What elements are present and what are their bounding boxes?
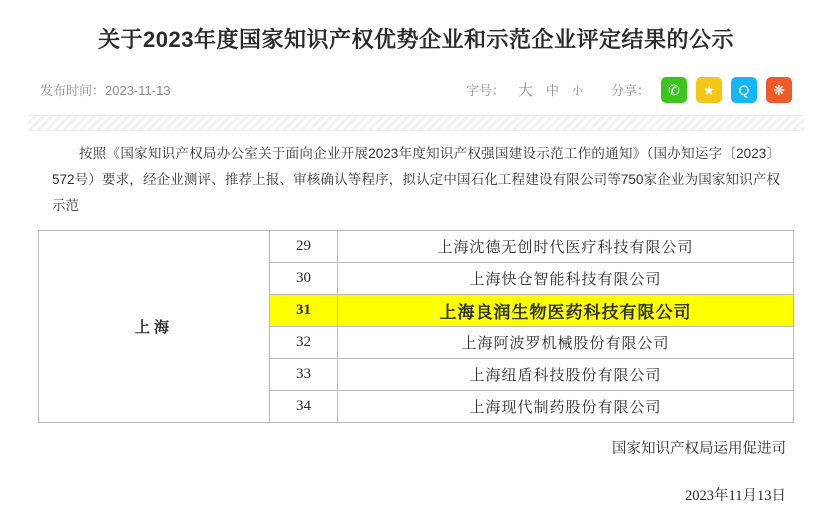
page-title: 关于2023年度国家知识产权优势企业和示范企业评定结果的公示 xyxy=(98,27,734,52)
region-cell: 上海 xyxy=(39,230,270,422)
company-name: 上海良润生物医药科技有限公司 xyxy=(338,294,794,326)
row-number: 32 xyxy=(270,326,338,358)
font-size-small-button[interactable]: 小 xyxy=(571,84,583,97)
issue-date: 2023年11月13日 xyxy=(685,487,786,504)
article-meta-bar xyxy=(18,73,814,113)
company-name: 上海沈德无创时代医疗科技有限公司 xyxy=(338,230,794,262)
award-table xyxy=(38,230,794,423)
company-name: 上海纽盾科技股份有限公司 xyxy=(338,358,794,390)
row-number: 34 xyxy=(270,390,338,422)
company-name: 上海阿波罗机械股份有限公司 xyxy=(338,326,794,358)
qq-share-icon[interactable]: Q xyxy=(731,77,757,103)
company-name: 上海现代制药股份有限公司 xyxy=(338,390,794,422)
decorative-divider xyxy=(28,115,804,131)
award-table-body xyxy=(39,230,794,422)
publish-date: 发布时间：2023-11-13 xyxy=(40,83,171,99)
font-size-controls xyxy=(466,79,583,100)
font-size-label: 字号： xyxy=(465,83,505,99)
font-size-medium-button[interactable]: 中 xyxy=(545,83,559,99)
issuing-authority: 国家知识产权局运用促进司 xyxy=(612,440,786,457)
wechat-share-icon[interactable]: ✆ xyxy=(661,77,687,103)
article-paragraph: 按照《国家知识产权局办公室关于面向企业开展2023年度知识产权强国建设示范工作的通知》（国办知运字〔2023〕572号）要求，经企业测评、推荐上报、审核确认等程序，拟认定中国石化工程建设有限公司等750家企业为国家知识产权示范 xyxy=(52,145,780,214)
row-number: 30 xyxy=(270,262,338,294)
award-table-wrapper xyxy=(18,228,814,423)
more-share-icon[interactable]: ❋ xyxy=(766,77,792,103)
row-number: 31 xyxy=(270,294,338,326)
font-size-large-button[interactable]: 大 xyxy=(517,82,533,100)
row-number: 29 xyxy=(270,230,338,262)
table-row xyxy=(39,230,794,262)
company-name: 上海快仓智能科技有限公司 xyxy=(338,262,794,294)
meta-right-group xyxy=(466,77,792,103)
share-controls xyxy=(611,77,792,103)
share-label: 分享： xyxy=(610,83,650,99)
weibo-share-icon[interactable]: ★ xyxy=(696,77,722,103)
row-number: 33 xyxy=(270,358,338,390)
